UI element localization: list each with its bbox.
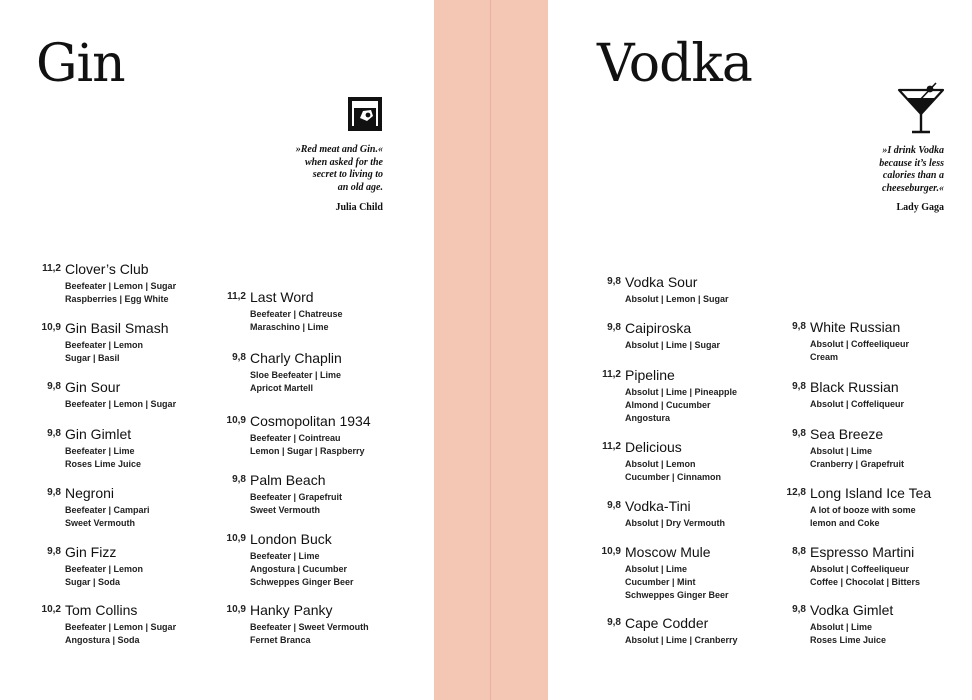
drink-item [226,413,420,458]
ingredient-line: lemon and Coke [810,518,880,528]
martini-glass-icon [896,80,946,136]
drink-price: 11,2 [602,369,621,380]
ingredient-line: Absolut | Dry Vermouth [625,518,726,528]
ingredient-line: Beefeater | Lemon | Sugar [65,622,177,632]
drink-item [607,615,795,647]
drink-ingredients [250,369,420,395]
drink-item [786,485,972,530]
drink-price: 10,9 [601,546,621,557]
drink-ingredients [810,504,972,530]
drink-ingredients [250,432,420,458]
drink-price: 10,2 [41,604,61,615]
drink-price: 9,8 [792,321,806,332]
drink-price: 9,8 [607,322,621,333]
drink-price: 9,8 [232,474,246,485]
gin-glass-icon [347,96,383,132]
drink-ingredients [625,634,795,647]
drink-name: Moscow Mule [625,544,711,560]
ingredient-line: Absolut | Lime [810,622,873,632]
drink-item [232,472,420,517]
ingredient-line: Beefeater | Lime [65,446,135,456]
drink-price: 9,8 [47,546,61,557]
ingredient-line: Beefeater | Lemon | Sugar [65,399,177,409]
ingredient-line: Absolut | Lime | Cranberry [625,635,738,645]
drink-item [42,261,235,306]
spine-divider [490,0,491,700]
ingredient-line: Apricot Martell [250,383,314,393]
drink-ingredients [625,458,795,484]
drink-price: 9,8 [232,352,246,363]
drink-ingredients [810,621,972,647]
ingredient-line: Lemon | Sugar | Raspberry [250,446,365,456]
gin-quote [263,144,383,194]
drink-name: Negroni [65,485,115,501]
ingredient-line: Angostura | Soda [65,635,140,645]
ingredient-line: Sloe Beefeater | Lime [250,370,342,380]
drink-price: 9,8 [792,381,806,392]
drink-name: Vodka Gimlet [810,602,894,618]
quote-line: because it’s less [879,157,944,169]
drink-price: 9,8 [607,276,621,287]
drink-ingredients [65,280,235,306]
ingredient-line: Absolut | Lime | Pineapple [625,387,738,397]
ingredient-line: Absolut | Coffeliqueur [810,399,905,409]
drink-ingredients [810,398,972,411]
ingredient-line: Schweppes Ginger Beer [250,577,354,587]
drink-price: 9,8 [792,604,806,615]
ingredient-line: Absolut | Lemon | Sugar [625,294,729,304]
drink-name: Charly Chaplin [250,350,342,366]
drink-ingredients [65,445,235,471]
gin-page [0,0,434,700]
drink-item [41,602,235,647]
drink-item [601,544,795,602]
ingredient-line: Beefeater | Lime [250,551,320,561]
drink-ingredients [65,621,235,647]
ingredient-line: Coffee | Chocolat | Bitters [810,577,921,587]
ingredient-line: Beefeater | Chatreuse [250,309,343,319]
ingredient-line: Absolut | Lime | Sugar [625,340,721,350]
drink-name: Black Russian [810,379,899,395]
ingredient-line: Sweet Vermouth [250,505,321,515]
drink-name: London Buck [250,531,332,547]
ingredient-line: Schweppes Ginger Beer [625,590,729,600]
drink-ingredients [65,504,235,530]
ingredient-line: Beefeater | Campari [65,505,150,515]
ingredient-line: Roses Lime Juice [810,635,887,645]
vodka-title: Vodka [597,34,752,94]
drink-item [232,350,420,395]
ingredient-line: Maraschino | Lime [250,322,329,332]
quote-line: an old age. [337,181,383,193]
ingredient-line: Absolut | Lime [810,446,873,456]
drink-price: 11,2 [227,291,246,302]
drink-name: Cosmopolitan 1934 [250,413,371,429]
drink-price: 11,2 [602,441,621,452]
drink-ingredients [250,491,420,517]
quote-line: calories than a [882,170,944,181]
ingredient-line: Beefeater | Lemon | Sugar [65,281,177,291]
drink-name: Vodka-Tini [625,498,691,514]
drink-price: 9,8 [47,381,61,392]
ingredient-line: Absolut | Lemon [625,459,696,469]
drink-name: Hanky Panky [250,602,333,618]
quote-line: when asked for the [304,156,383,168]
drink-ingredients [250,308,420,334]
drink-price: 10,9 [226,533,246,544]
drink-item [602,367,795,425]
drink-item [607,274,795,306]
drink-name: Gin Gimlet [65,426,132,442]
drink-name: Tom Collins [65,602,138,618]
drink-name: Palm Beach [250,472,326,488]
drink-price: 10,9 [41,322,61,333]
drink-price: 11,2 [42,263,61,274]
drink-name: Gin Fizz [65,544,117,560]
drink-name: Last Word [250,289,314,305]
ingredient-line: Angostura [625,413,670,423]
drink-name: Vodka Sour [625,274,698,290]
ingredient-line: Beefeater | Grapefruit [250,492,343,502]
ingredient-line: Beefeater | Cointreau [250,433,341,443]
drink-item [47,379,235,411]
ingredient-line: Sweet Vermouth [65,518,136,528]
ingredient-line: Roses Lime Juice [65,459,142,469]
ingredient-line: Sugar | Soda [65,577,121,587]
drink-price: 9,8 [47,428,61,439]
quote-line: »Red meat and Gin.« [295,144,383,155]
drink-item [47,544,235,589]
drink-item [41,320,235,365]
drink-ingredients [810,563,972,589]
ingredient-line: Raspberries | Egg White [65,294,169,304]
drink-item [792,319,972,364]
drink-item [47,426,235,471]
drink-name: Delicious [625,439,682,455]
drink-name: Clover’s Club [65,261,149,277]
ingredient-line: A lot of booze with some [810,505,916,515]
ingredient-line: Absolut | Coffeeliqueur [810,339,910,349]
drink-ingredients [625,563,795,602]
drink-item [47,485,235,530]
drink-ingredients [65,563,235,589]
drink-ingredients [625,339,795,352]
ingredient-line: Beefeater | Sweet Vermouth [250,622,369,632]
drink-item [226,531,420,589]
drink-price: 10,9 [226,604,246,615]
ingredient-line: Fernet Branca [250,635,311,645]
drink-name: Long Island Ice Tea [810,485,932,501]
vodka-page [548,0,972,700]
drink-price: 9,8 [792,428,806,439]
quote-line: »I drink Vodka [882,145,944,156]
book-spine [434,0,548,700]
drink-ingredients [65,398,235,411]
drink-name: Gin Sour [65,379,121,395]
vodka-quote [824,145,944,195]
vodka-quote-author: Lady Gaga [896,202,944,213]
drink-price: 10,9 [226,415,246,426]
drink-ingredients [250,550,420,589]
drink-item [792,602,972,647]
drink-name: White Russian [810,319,901,335]
drink-price: 8,8 [792,546,806,557]
drink-ingredients [810,338,972,364]
drink-item [607,498,795,530]
ingredient-line: Cucumber | Cinnamon [625,472,722,482]
quote-line: secret to living to [312,169,383,180]
ingredient-line: Beefeater | Lemon [65,564,144,574]
drink-item [792,544,972,589]
drink-name: Sea Breeze [810,426,884,442]
drink-item [227,289,420,334]
gin-title: Gin [36,34,125,94]
drink-item [792,379,972,411]
quote-line: cheeseburger.« [882,182,944,194]
drink-item [607,320,795,352]
gin-quote-author: Julia Child [335,202,383,213]
ingredient-line: Angostura | Cucumber [250,564,348,574]
drink-item [792,426,972,471]
ingredient-line: Sugar | Basil [65,353,120,363]
ingredient-line: Almond | Cucumber [625,400,711,410]
drink-ingredients [625,517,795,530]
drink-item [226,602,420,647]
drink-ingredients [65,339,235,365]
ingredient-line: Cream [810,352,839,362]
ingredient-line: Absolut | Coffeeliqueur [810,564,910,574]
drink-price: 12,8 [786,487,806,498]
drink-name: Gin Basil Smash [65,320,169,336]
drink-price: 9,8 [47,487,61,498]
drink-item [602,439,795,484]
drink-name: Espresso Martini [810,544,915,560]
drink-ingredients [810,445,972,471]
drink-price: 9,8 [607,617,621,628]
ingredient-line: Cucumber | Mint [625,577,696,587]
drink-price: 9,8 [607,500,621,511]
drink-ingredients [625,293,795,306]
drink-name: Cape Codder [625,615,709,631]
drink-ingredients [625,386,795,425]
ingredient-line: Absolut | Lime [625,564,688,574]
ingredient-line: Beefeater | Lemon [65,340,144,350]
drink-ingredients [250,621,420,647]
drink-name: Caipiroska [625,320,692,336]
drink-name: Pipeline [625,367,675,383]
ingredient-line: Cranberry | Grapefruit [810,459,905,469]
